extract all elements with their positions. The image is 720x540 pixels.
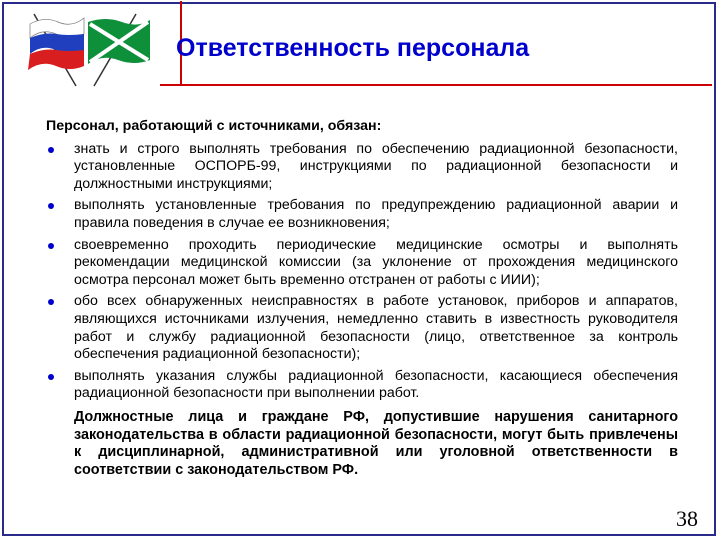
list-item-text: своевременно проходить периодические медицинские осмотры и выполнять рекомендации медицинской комиссии (за уклонение от прохождения медицинского осмотра персонал может быть временно отстранен от работы с ИИИ); [74,236,678,288]
duties-list [46,141,678,403]
flags-emblem [10,8,160,88]
list-item-text: обо всех обнаруженных неисправностях в работе установок, приборов и аппаратов, являющихся источниками излучения, немедленно ставить в известность руководителя работ и службу радиационной безопасности (лицо, ответственное за контроль обеспечения радиационной безопасности); [74,293,678,363]
list-item-text: знать и строго выполнять требования по обеспечению радиационной безопасности, установленные ОСПОРБ-99, инструкциями по радиационной безопасности и должностными инструкциями; [74,140,678,192]
list-item [46,237,678,290]
bullet-icon [48,374,54,380]
bullet-icon [48,203,54,209]
title-underline [160,84,712,86]
list-item [46,197,678,232]
list-item [46,368,678,403]
intro-text: Персонал, работающий с источниками, обязан: [46,118,382,134]
green-cross-flag-icon [88,14,150,86]
page-title: Ответственность персонала [176,34,530,62]
list-item-text: выполнять установленные требования по предупреждению радиационной аварии и правила поведения в случае ее возникновения; [74,197,678,231]
russian-flag-icon [28,14,84,86]
responsibility-note: Должностные лица и граждане РФ, допустившие нарушения санитарного законодательства в области радиационной безопасности, могут быть привлечены к дисциплинарной, административной или уголовной ответственности в соответствии с законодательством РФ. [74,408,678,478]
list-item [46,293,678,363]
bullet-icon [48,299,54,305]
slide-content [46,118,678,494]
bullet-icon [48,243,54,249]
list-item-text: выполнять указания службы радиационной безопасности, касающиеся обеспечения радиационной безопасности при выполнении работ. [74,367,678,402]
bullet-icon [48,147,54,153]
list-item [46,141,678,194]
page-number: 38 [676,506,698,531]
